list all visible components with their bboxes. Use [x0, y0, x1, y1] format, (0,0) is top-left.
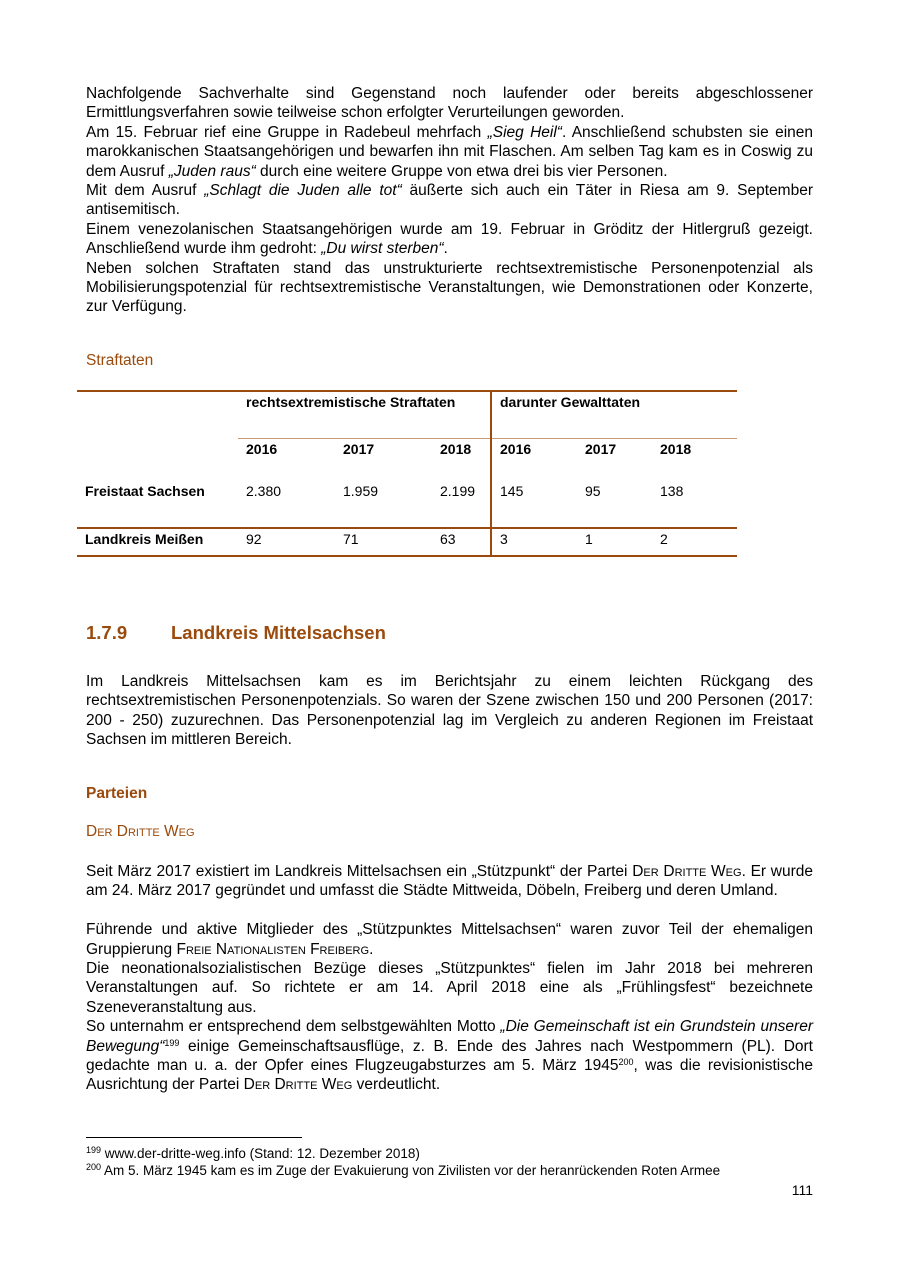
section-title: Landkreis Mittelsachsen	[171, 622, 386, 643]
table-row	[77, 482, 737, 528]
data-cell: 2	[660, 531, 668, 547]
header-gewalttaten: darunter Gewalttaten	[491, 391, 737, 438]
footnote-divider	[86, 1137, 302, 1138]
table-row	[77, 528, 737, 556]
footnote-200: $^{200}$ Am 5. März 1945 kam es im Zuge der Evakuierung von Zivilisten vor der heranrückenden Roten Armee	[86, 1162, 721, 1178]
section-heading	[86, 622, 386, 644]
row-label-freistaat-sachsen: Freistaat Sachsen	[85, 483, 205, 499]
party-block	[86, 862, 813, 1095]
year-cell: 2018	[660, 440, 692, 457]
footnote-ref-200: 200	[618, 1057, 634, 1068]
footnote-199: $^{199}$ www.der-dritte-weg.info (Stand: 12. Dezember 2018)	[86, 1145, 420, 1161]
data-cell: 138	[660, 483, 684, 499]
table-group-header-row	[77, 391, 737, 438]
section-number: 1.7.9	[86, 622, 128, 643]
year-cell: 2018	[432, 438, 491, 482]
table-year-row	[77, 438, 737, 482]
data-cell: 3	[500, 531, 508, 547]
data-cell: 63	[432, 528, 491, 556]
section-intro	[86, 672, 813, 750]
intro-paragraph-4: Einem venezolanischen Staatsangehörigen wurde am 19. Februar in Gröditz der Hitlergruß gezeigt. Anschließend wurde ihm gedroht: „Du wirst sterben“.	[86, 220, 813, 258]
data-cell: 1	[585, 531, 593, 547]
table-caption: Straftaten	[86, 352, 154, 369]
intro-paragraph-3: Mit dem Ausruf „Schlagt die Juden alle tot“ äußerte sich auch ein Täter in Riesa am 9. September antisemitisch.	[86, 182, 813, 219]
data-cell: 1.959	[343, 483, 379, 499]
data-cell: 2.380	[246, 483, 282, 499]
header-rechtsextremistische-straftaten: rechtsextremistische Straftaten	[238, 391, 491, 438]
party-paragraph-2: Führende und aktive Mitglieder des „Stützpunktes Mittelsachsen“ waren zuvor Teil der ehemaligen Gruppierung Freie Nationalisten Freiberg.	[86, 921, 813, 958]
subheading-parteien: Parteien	[86, 785, 148, 802]
data-cell: 71	[343, 531, 359, 547]
intro-block	[86, 84, 813, 317]
row-label-landkreis-meissen: Landkreis Meißen	[85, 531, 204, 547]
year-cell: 2017	[343, 440, 375, 457]
intro-paragraph-1: Nachfolgende Sachverhalte sind Gegenstand noch laufender oder bereits abgeschlossener Ermittlungsverfahren sowie teilweise schon erfolgter Verurteilungen geworden.	[86, 85, 813, 122]
year-cell: 2016	[500, 440, 532, 457]
data-cell: 145	[500, 483, 524, 499]
year-cell: 2017	[585, 440, 617, 457]
intro-paragraph-2: Am 15. Februar rief eine Gruppe in Radebeul mehrfach „Sieg Heil“. Anschließend schubsten sie einen marokkanischen Staatsangehörigen und bewarfen ihn mit Flaschen. Am selben Tag kam es in Coswig zu dem Ausruf „Juden raus“ durch eine weitere Gruppe von etwa drei bis vier Personen.	[86, 123, 813, 180]
party-paragraph-3: Die neonationalsozialistischen Bezüge dieses „Stützpunktes“ fielen im Jahr 2018 bei mehreren Veranstaltungen auf. So richtete er am 14. April 2018 eine als „Frühlingsfest“ bezeichnete Szeneveranstaltung aus.	[86, 960, 813, 1016]
crime-statistics-table	[77, 390, 737, 557]
intro-paragraph-5: Neben solchen Straftaten stand das unstrukturierte rechtsextremistische Personenpotenzial als Mobilisierungspotenzial für rechtsextremistische Veranstaltungen, wie Demonstrationen oder Konzerte, zur Verfügung.	[86, 259, 813, 316]
footnote-ref-199: 199	[164, 1037, 180, 1048]
page-number: 111	[791, 1182, 813, 1198]
data-cell: 95	[585, 483, 601, 499]
party-paragraph-1: Seit März 2017 existiert im Landkreis Mittelsachsen ein „Stützpunkt“ der Partei Der Dritte Weg. Er wurde am 24. März 2017 gegründet und umfasst die Städte Mittweida, Döbeln, Freiberg und deren Umland.	[86, 863, 813, 900]
data-cell: 92	[246, 531, 262, 547]
section-paragraph-1: Im Landkreis Mittelsachsen kam es im Berichtsjahr zu einem leichten Rückgang des rechtsextremistischen Personenpotenzials. So waren der Szene zwischen 150 und 200 Personen (2017: 200 - 250) zuzurechnen. Das Personenpotenzial lag im Vergleich zu anderen Regionen im Freistaat Sachsen im mittleren Bereich.	[86, 673, 813, 749]
year-cell: 2016	[246, 440, 278, 457]
subheading-party: Der Dritte Weg	[86, 823, 195, 840]
data-cell: 2.199	[432, 482, 491, 528]
party-paragraph-4: So unternahm er entsprechend dem selbstgewählten Motto „Die Gemeinschaft ist ein Grundstein unserer Bewegung“$^{199}$ einige Gemeinschaftsausflüge, z. B. Ende des Jahres nach Westpommern (PL). Dort gedachte man u. a. der Opfer eines Flugzeugabsturzes am 5. März 1945$^{200}$, was die revisionistische Ausrichtung der Partei Der Dritte Weg verdeutlicht.	[86, 1018, 813, 1094]
